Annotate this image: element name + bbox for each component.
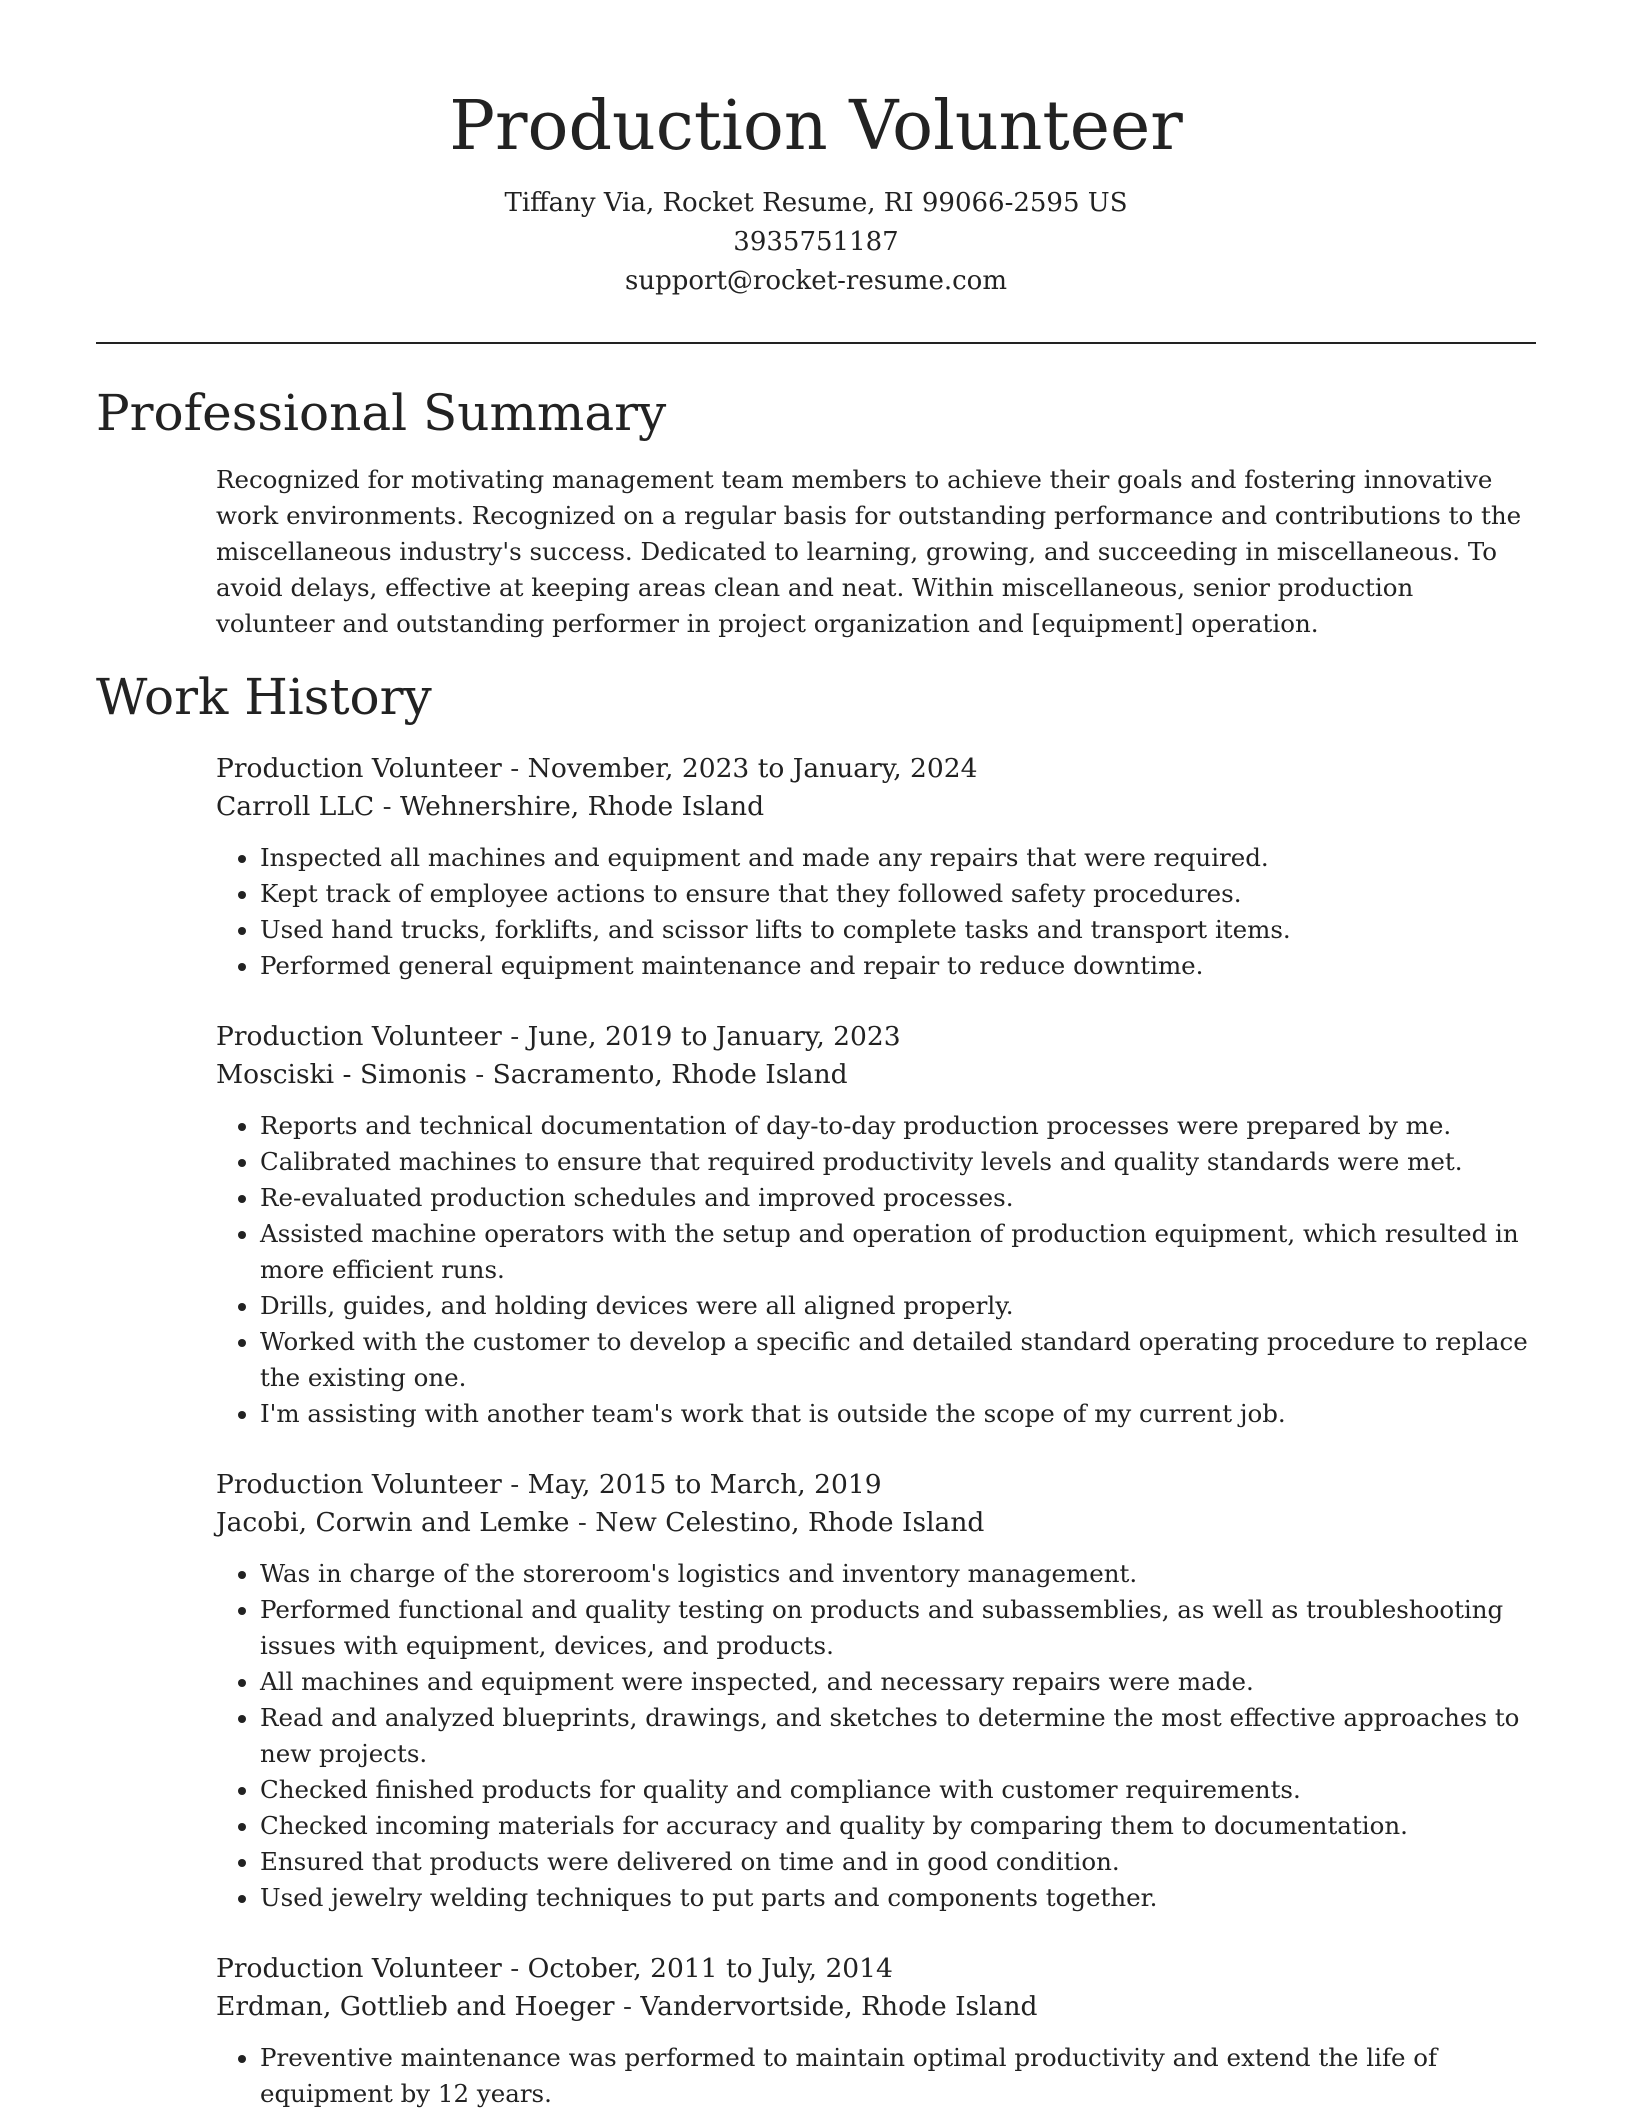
separator: -: [501, 1021, 528, 1052]
separator: -: [501, 1469, 528, 1500]
duty-item: • Checked finished products for quality and compliance with customer requirements.: [260, 1772, 1536, 1808]
separator: -: [374, 791, 401, 822]
candidate-name: Production Volunteer: [449, 87, 1183, 166]
separator: -: [501, 1953, 528, 1984]
duty-item: • Checked incoming materials for accuracy and quality by comparing them to documentation.: [260, 1808, 1536, 1844]
duties-list: [216, 2040, 1536, 2112]
job-location: Sacramento, Rhode Island: [492, 1059, 848, 1090]
job-company: Erdman, Gottlieb and Hoeger: [216, 1991, 615, 2022]
summary-body: [216, 462, 1536, 642]
job-company: Carroll LLC: [216, 791, 375, 822]
duty-item: • Ensured that products were delivered on time and in good condition.: [260, 1844, 1536, 1880]
job-entry: [216, 750, 1536, 984]
duty-item: • All machines and equipment were inspected, and necessary repairs were made.: [260, 1664, 1536, 1700]
duty-item: • Used jewelry welding techniques to put parts and components together.: [260, 1880, 1536, 1916]
job-company-line: [216, 1504, 1536, 1542]
resume-header: [0, 0, 1632, 301]
work-history-heading: Work History: [96, 668, 432, 726]
job-location: Vandervortside, Rhode Island: [640, 1991, 1038, 2022]
work-history-section: [96, 664, 1536, 2112]
job-title-line: [216, 1018, 1536, 1056]
job-title: Production Volunteer: [216, 1953, 502, 1984]
summary-section: [96, 380, 1536, 642]
job-company-line: [216, 788, 1536, 826]
duty-item: • Performed general equipment maintenance and repair to reduce downtime.: [260, 948, 1536, 984]
job-entry: [216, 1466, 1536, 1916]
duty-item: • Re-evaluated production schedules and improved processes.: [260, 1180, 1536, 1216]
duty-item: • I'm assisting with another team's work that is outside the scope of my current job.: [260, 1396, 1536, 1432]
duty-item: • Reports and technical documentation of day-to-day production processes were prepared by me.: [260, 1108, 1536, 1144]
duty-item: • Preventive maintenance was performed to maintain optimal productivity and extend the life of equipment by 12 years.: [260, 2040, 1536, 2112]
job-dates: May, 2015 to March, 2019: [527, 1469, 882, 1500]
job-title-line: [216, 1466, 1536, 1504]
job-title: Production Volunteer: [216, 1021, 502, 1052]
separator: -: [466, 1059, 493, 1090]
jobs-list: [216, 750, 1536, 2112]
duty-item: • Inspected all machines and equipment and made any repairs that were required.: [260, 840, 1536, 876]
duties-list: [216, 840, 1536, 984]
duty-item: • Performed functional and quality testing on products and subassemblies, as well as troubleshooting issues with equipment, devices, and products.: [260, 1592, 1536, 1664]
phone-line: 3935751187: [733, 227, 899, 257]
duty-item: • Used hand trucks, forklifts, and scissor lifts to complete tasks and transport items.: [260, 912, 1536, 948]
duty-item: • Read and analyzed blueprints, drawings, and sketches to determine the most effective approaches to new projects.: [260, 1700, 1536, 1772]
duty-item: • Kept track of employee actions to ensure that they followed safety procedures.: [260, 876, 1536, 912]
header-divider: [96, 342, 1536, 344]
separator: -: [501, 753, 528, 784]
job-title-line: [216, 750, 1536, 788]
separator: -: [614, 1991, 641, 2022]
job-title: Production Volunteer: [216, 753, 502, 784]
job-location: Wehnershire, Rhode Island: [400, 791, 765, 822]
job-location: New Celestino, Rhode Island: [595, 1507, 985, 1538]
job-company: Jacobi, Corwin and Lemke: [216, 1507, 570, 1538]
duties-list: [216, 1556, 1536, 1916]
duty-item: • Calibrated machines to ensure that required productivity levels and quality standards were met.: [260, 1144, 1536, 1180]
job-entry: [216, 1018, 1536, 1432]
email-line: support@rocket-resume.com: [624, 266, 1007, 296]
job-dates: November, 2023 to January, 2024: [527, 753, 978, 784]
address-line: Tiffany Via, Rocket Resume, RI 99066-2595 US: [504, 188, 1128, 218]
job-company: Mosciski - Simonis: [216, 1059, 467, 1090]
job-dates: June, 2019 to January, 2023: [527, 1021, 901, 1052]
duties-list: [216, 1108, 1536, 1432]
job-dates: October, 2011 to July, 2014: [527, 1953, 893, 1984]
summary-text: Recognized for motivating management team members to achieve their goals and fostering innovative work environments. Recognized on a regular basis for outstanding performance and contributions to the miscellaneous industry's success. Dedicated to learning, growing, and succeeding in miscellaneous. To avoid delays, effective at keeping areas clean and neat. Within miscellaneous, senior production volunteer and outstanding performer in project organization and [equipment] operation.: [216, 465, 1522, 638]
duty-item: • Assisted machine operators with the setup and operation of production equipment, which resulted in more efficient runs.: [260, 1216, 1536, 1288]
job-entry: [216, 1950, 1536, 2112]
separator: -: [569, 1507, 596, 1538]
duty-item: • Drills, guides, and holding devices were all aligned properly.: [260, 1288, 1536, 1324]
contact-info: [0, 184, 1632, 301]
job-title: Production Volunteer: [216, 1469, 502, 1500]
summary-heading: Professional Summary: [96, 384, 667, 442]
job-title-line: [216, 1950, 1536, 1988]
duty-item: • Worked with the customer to develop a specific and detailed standard operating procedure to replace the existing one.: [260, 1324, 1536, 1396]
job-company-line: [216, 1988, 1536, 2026]
duty-item: • Was in charge of the storeroom's logistics and inventory management.: [260, 1556, 1536, 1592]
job-company-line: [216, 1056, 1536, 1094]
